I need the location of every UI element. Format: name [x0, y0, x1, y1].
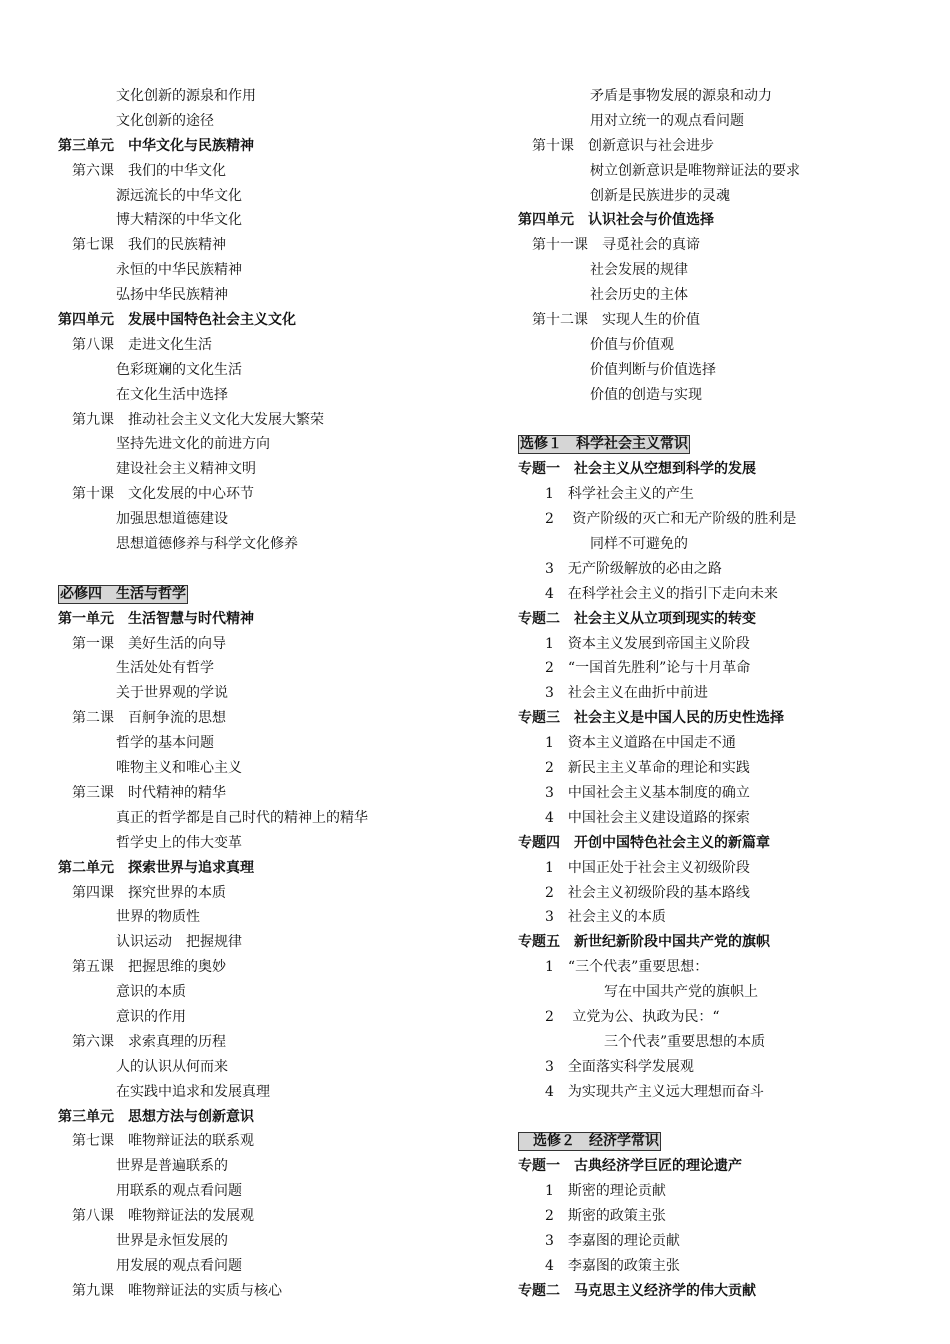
- toc-entry: 唯物主义和唯心主义: [116, 760, 242, 777]
- toc-entry: 社会发展的规律: [590, 262, 688, 279]
- toc-entry: 加强思想道德建设: [116, 511, 228, 528]
- toc-entry: 1 斯密的理论贡献: [545, 1183, 666, 1200]
- toc-entry: 色彩斑斓的文化生活: [116, 361, 242, 378]
- toc-entry: 1 中国正处于社会主义初级阶段: [545, 859, 750, 876]
- toc-entry: 2 斯密的政策主张: [545, 1208, 666, 1225]
- toc-entry: 1 科学社会主义的产生: [545, 486, 694, 503]
- toc-entry: 意识的本质: [116, 984, 186, 1001]
- toc-entry: 3 社会主义的本质: [545, 909, 666, 926]
- toc-entry: 价值的创造与实现: [590, 386, 702, 403]
- toc-entry: 第九课 推动社会主义文化大发展大繁荣: [72, 411, 324, 428]
- toc-entry: 世界的物质性: [116, 909, 200, 926]
- toc-entry: 第九课 唯物辩证法的实质与核心: [72, 1282, 282, 1299]
- toc-entry: 三个代表”重要思想的本质: [604, 1033, 766, 1050]
- toc-entry: 生活处处有哲学: [116, 660, 214, 677]
- toc-entry: 1 资本主义发展到帝国主义阶段: [545, 635, 750, 652]
- toc-entry: 世界是永恒发展的: [116, 1232, 228, 1249]
- unit-heading: 专题四 开创中国特色社会主义的新篇章: [518, 834, 770, 851]
- toc-entry: 第五课 把握思维的奥妙: [72, 959, 226, 976]
- toc-entry: 用发展的观点看问题: [116, 1257, 242, 1274]
- blank-line: [518, 1105, 938, 1130]
- toc-entry: 社会历史的主体: [590, 287, 688, 304]
- toc-entry: 第十课 创新意识与社会进步: [532, 137, 714, 154]
- toc-entry: 弘扬中华民族精神: [116, 287, 228, 304]
- toc-entry: 树立创新意识是唯物辩证法的要求: [590, 162, 800, 179]
- toc-entry: 1 “三个代表”重要思想：: [545, 959, 709, 976]
- toc-entry: 3 中国社会主义基本制度的确立: [545, 784, 750, 801]
- toc-entry: 哲学的基本问题: [116, 735, 214, 752]
- toc-entry: 创新是民族进步的灵魂: [590, 187, 730, 204]
- toc-entry: 建设社会主义精神文明: [116, 461, 256, 478]
- unit-heading: 第三单元 思想方法与创新意识: [58, 1108, 254, 1125]
- unit-heading: 专题一 古典经济学巨匠的理论遗产: [518, 1158, 742, 1175]
- toc-entry: 人的认识从何而来: [116, 1058, 228, 1075]
- unit-heading: 专题二 社会主义从立项到现实的转变: [518, 610, 756, 627]
- unit-heading: 第四单元 发展中国特色社会主义文化: [58, 312, 296, 329]
- toc-entry: 坚持先进文化的前进方向: [116, 436, 270, 453]
- left-column: [58, 84, 498, 1304]
- toc-entry: 4 李嘉图的政策主张: [545, 1257, 680, 1274]
- toc-entry: 用联系的观点看问题: [116, 1183, 242, 1200]
- toc-entry: 第三课 时代精神的精华: [72, 784, 226, 801]
- toc-entry: 第七课 唯物辩证法的联系观: [72, 1133, 254, 1150]
- toc-entry: 永恒的中华民族精神: [116, 262, 242, 279]
- toc-entry: 2 资产阶级的灭亡和无产阶级的胜利是: [545, 511, 797, 528]
- toc-entry: 用对立统一的观点看问题: [590, 112, 744, 129]
- toc-entry: 3 无产阶级解放的必由之路: [545, 560, 722, 577]
- toc-entry: 第十课 文化发展的中心环节: [72, 486, 254, 503]
- toc-entry: 第十一课 寻觅社会的真谛: [532, 237, 700, 254]
- unit-heading: 专题二 马克思主义经济学的伟大贡献: [518, 1282, 756, 1299]
- toc-entry: 3 李嘉图的理论贡献: [545, 1232, 680, 1249]
- toc-entry: 2 新民主主义革命的理论和实践: [545, 760, 750, 777]
- toc-entry: 认识运动 把握规律: [116, 934, 242, 951]
- unit-heading: 第二单元 探索世界与追求真理: [58, 859, 254, 876]
- toc-entry: 3 社会主义在曲折中前进: [545, 685, 708, 702]
- toc-entry: 同样不可避免的: [590, 536, 688, 553]
- toc-entry: 哲学史上的伟大变革: [116, 834, 242, 851]
- toc-entry: 第八课 走进文化生活: [72, 336, 212, 353]
- unit-heading: 第一单元 生活智慧与时代精神: [58, 610, 254, 627]
- unit-heading: 专题一 社会主义从空想到科学的发展: [518, 461, 756, 478]
- toc-entry: 第六课 我们的中华文化: [72, 162, 226, 179]
- toc-entry: 真正的哲学都是自己时代的精神上的精华: [116, 809, 368, 826]
- toc-entry: 4 中国社会主义建设道路的探索: [545, 809, 750, 826]
- module-heading-label: 必修四 生活与哲学: [60, 585, 186, 602]
- toc-entry: 思想道德修养与科学文化修养: [116, 536, 298, 553]
- toc-entry: 4 在科学社会主义的指引下走向未来: [545, 585, 778, 602]
- unit-heading: 专题三 社会主义是中国人民的历史性选择: [518, 710, 784, 727]
- toc-entry: 第六课 求索真理的历程: [72, 1033, 226, 1050]
- toc-entry: 写在中国共产党的旗帜上: [604, 984, 758, 1001]
- module-heading-label: 选修２ 经济学常识: [518, 1132, 661, 1151]
- toc-entry: 博大精深的中华文化: [116, 212, 242, 229]
- toc-entry: 矛盾是事物发展的源泉和动力: [590, 88, 772, 104]
- toc-entry: 价值判断与价值选择: [590, 361, 716, 378]
- module-heading: [518, 432, 938, 457]
- toc-entry: 第八课 唯物辩证法的发展观: [72, 1208, 254, 1225]
- toc-entry: 关于世界观的学说: [116, 685, 228, 702]
- module-heading: [518, 1129, 938, 1154]
- unit-heading: 第四单元 认识社会与价值选择: [518, 212, 714, 229]
- module-heading-label: 选修１ 科学社会主义常识: [520, 436, 688, 453]
- toc-entry: 2 社会主义初级阶段的基本路线: [545, 884, 750, 901]
- toc-entry: 源远流长的中华文化: [116, 187, 242, 204]
- blank-line: [518, 408, 938, 433]
- unit-heading: 第三单元 中华文化与民族精神: [58, 137, 254, 154]
- toc-entry: 第七课 我们的民族精神: [72, 237, 226, 254]
- toc-entry: 在实践中追求和发展真理: [116, 1083, 270, 1100]
- toc-entry: 世界是普遍联系的: [116, 1158, 228, 1175]
- toc-entry: 4 为实现共产主义远大理想而奋斗: [545, 1083, 764, 1100]
- toc-entry: 文化创新的途径: [116, 112, 214, 129]
- toc-entry: 价值与价值观: [590, 336, 674, 353]
- toc-entry: 意识的作用: [116, 1008, 186, 1025]
- toc-entry: 第二课 百舸争流的思想: [72, 710, 226, 727]
- toc-entry: 第一课 美好生活的向导: [72, 635, 226, 652]
- toc-entry: 3 全面落实科学发展观: [545, 1058, 694, 1075]
- blank-line: [58, 557, 498, 582]
- toc-entry: 2 “一国首先胜利”论与十月革命: [545, 660, 751, 677]
- toc-entry: 文化创新的源泉和作用: [116, 88, 256, 104]
- unit-heading: 专题五 新世纪新阶段中国共产党的旗帜: [518, 934, 770, 951]
- module-heading: [58, 582, 498, 607]
- toc-entry: 第十二课 实现人生的价值: [532, 312, 700, 329]
- toc-entry: 第四课 探究世界的本质: [72, 884, 226, 901]
- toc-entry: 2 立党为公、执政为民：“: [545, 1008, 720, 1025]
- toc-entry: 在文化生活中选择: [116, 386, 228, 403]
- toc-entry: 1 资本主义道路在中国走不通: [545, 735, 736, 752]
- right-column: [518, 84, 938, 1304]
